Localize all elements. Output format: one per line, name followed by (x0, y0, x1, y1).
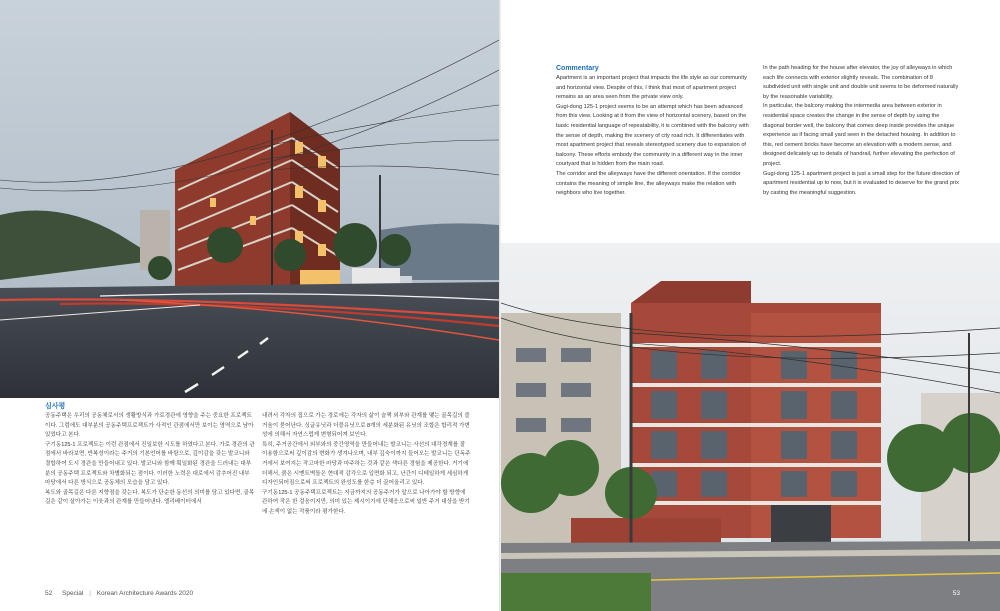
left-column-2 (262, 412, 472, 518)
korean-paragraph: 내려서 각자의 집으로 가는 경로에는 각자의 삶이 슬쩍 외부와 관계를 맺는 골목길의 즐거움이 묻어난다. 싱글유닛과 더블유닛으로 8개의 세분화된 유닛의 조합은 합리적 가변성에 의해서 자연스럽게 변형되어져 보인다. (262, 413, 470, 439)
section-label: Special (62, 590, 84, 597)
right-column-1 (556, 64, 754, 199)
commentary-paragraph: In the path heading for the house after elevator, the joy of alleyways in which each life connects with exterior slightly reveals. The combination of 8 subdivided unit with single unit and double unit seems to be deformed naturally by the reasonable variability. (763, 65, 959, 100)
left-folio: 52 Special | Korean Architecture Awards 2020 (45, 590, 194, 597)
korean-paragraph: 공동주택은 우리의 공동체로서의 생활방식과 가로경관에 영향을 주는 중요한 프로젝트이다. 그럼에도 대부분의 공동주택프로젝트가 사적인 관점에서만 보이는 영역으로 남아 있었다고 본다. (45, 413, 254, 439)
building-night-photo (0, 0, 499, 398)
korean-paragraph: 복도와 골목길은 다른 지향점을 갖는다. 복도가 단순한 동선의 의미를 담고 있다면, 골목길은 같이 살아가는 이웃과의 관계를 만들어낸다. 엘리베이터에서 (45, 489, 255, 506)
korean-paragraph: 특히, 주거공간에서 외부와의 중간영역을 만들어내는 발코니는 사선의 대각경계를 잘 이용함으로써 깊이감의 변화가 생겨나오며, 내부 깊숙이까지 들어오는 발코니는 단독주거에서 보여지는 작고마한 마당과 마주하는 것과 같은 색다른 경험을 제공한다. 거기에 더해서, 붉은 시멘트벽돌은 현대적 감각으로 입면화 되고, 난간이 디테일하게 세심하게 디자인되어짐으로써 프로젝트의 완성도를 한층 더 끌어올리고 있다. (262, 441, 471, 487)
commentary-paragraph: Gugi-dong 125-1 project seems to be an attempt which has been advanced from this view. Looking at it from the view of horizontal scenery, based on the basic residential language of repeatability, it is combined with the balcony with the sense of depth, making the scenery of city road rich. It differentiates with most apartment project that reveals stereotyped scenery due to expansion of balcony. These efforts embody the community in a different way in the inner courtyard that is hidden from the main road. (556, 103, 749, 168)
right-column-2 (763, 64, 961, 198)
page-number: 53 (952, 590, 960, 597)
right-folio (953, 590, 960, 597)
commentary-paragraph: The corridor and the alleyways have the different orientation. If the corridor contains the meaning of simple line, the alleyways make the relation with neighbors who live together. (556, 170, 741, 197)
korean-heading: 심사평 (45, 403, 66, 410)
publication-label: Korean Architecture Awards 2020 (96, 590, 194, 597)
korean-paragraph: 구기동125-1 프로젝트는 이런 관점에서 진일보한 시도를 하였다고 본다. 가로 경관의 관점에서 바라보면, 반복성이라는 주거의 기본언어를 바탕으로, 깊이감을 갖는 발코니와 결합하여 도시 경관을 만들어내고 있다. 발코니와 함께 획일화된 경관을 드러내는 대부분의 공동주택 프로젝트와 차별화되는 점이다. 이러한 노력은 대로에서 감추어진 내부마당에서 다른 방식으로 공동체의 모습을 담고 있다. (45, 441, 255, 487)
korean-paragraph: 구기동125-1 공동주택프로젝트는 지금까지의 공동주거가 앞으로 나아가야 할 방향에 관하여 작은 한 걸음이지만, 의미 있는 제시이기에 단체응으로써 일반 주거 대상을 받기에 손색이 없는 작품이라 평가한다. (262, 489, 470, 515)
page-number: 52 (45, 590, 53, 597)
commentary-paragraph: Apartment is an important project that impacts the life style as our community and horizontal view. Despite of this, I think that most of apartment project remains as an area seen from the private view only. (556, 75, 747, 101)
commentary-paragraph: In particular, the balcony making the intermedia area between exterior in residential space creates the change in the sense of depth by using the diagonal border well, the balcony that comes deep inside provides the unique experience as if facing small yard seen in the detached housing. In addition to this, red cement bricks have become an elevation with a modern sense, and designed delicately up to details of handrail, further elevating the perfection of project. (763, 103, 956, 167)
left-column-1 (45, 402, 255, 508)
commentary-paragraph: Gugi-dong 125-1 apartment project is just a small step for the future direction of apartment residential up to now, but it is evaluated to deserve for the grand prix by casting the meaningful suggestion. (763, 170, 960, 196)
commentary-heading: Commentary (556, 65, 599, 72)
building-day-photo (501, 243, 1000, 611)
